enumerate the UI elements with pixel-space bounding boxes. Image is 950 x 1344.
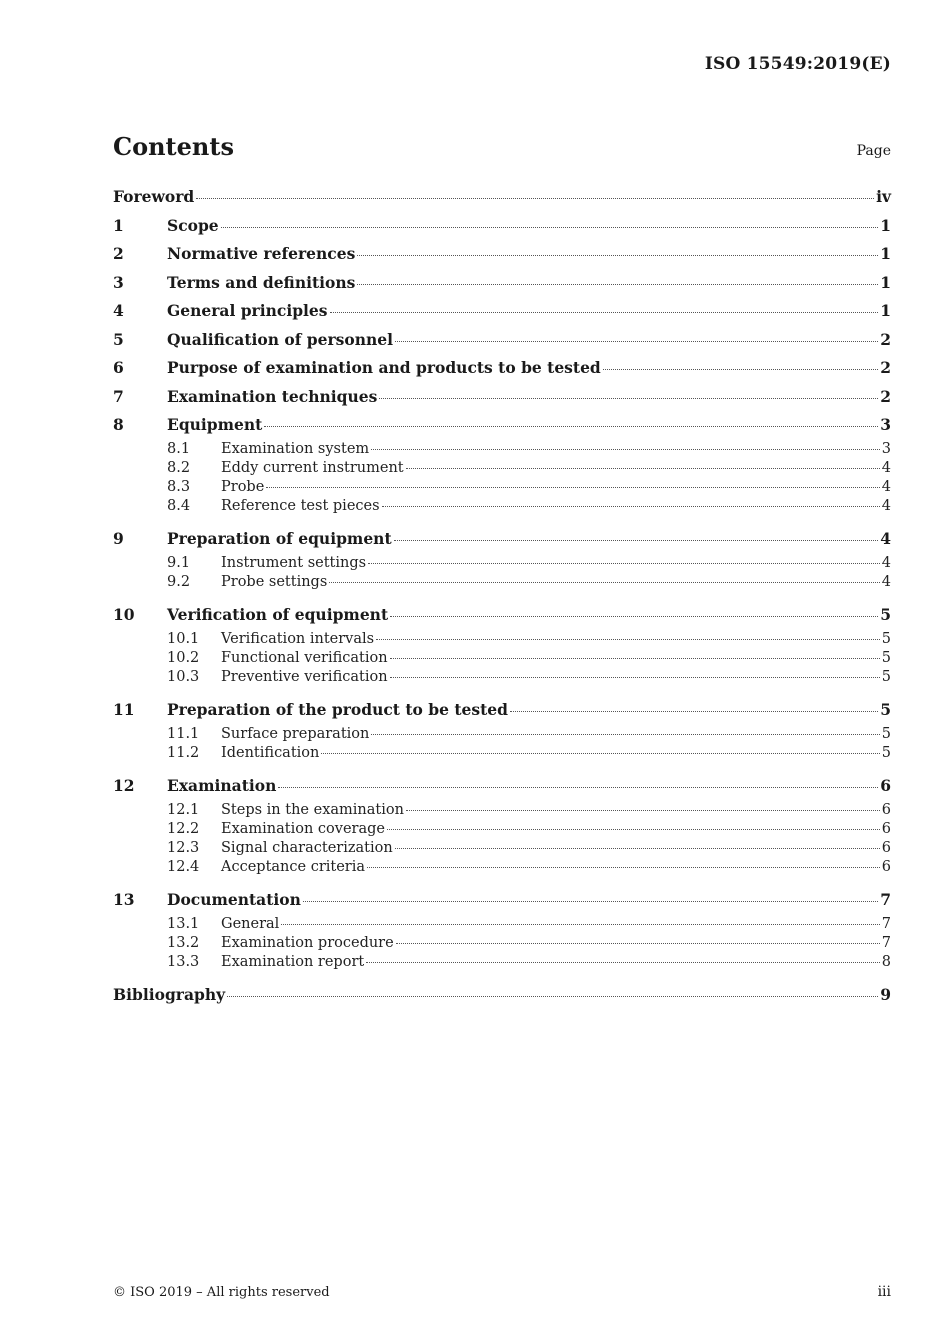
toc-entry-title[interactable]: Scope [167, 215, 219, 235]
toc-subentry[interactable] [113, 725, 891, 744]
toc-entry[interactable] [113, 411, 891, 440]
toc-subentry-title[interactable]: Instrument settings [221, 554, 367, 571]
toc-subentry-title[interactable]: Examination procedure [221, 935, 394, 951]
dot-leader [329, 581, 880, 583]
toc-subentry-number: 9.1 [167, 554, 191, 571]
toc-entry-number: 3 [113, 272, 124, 292]
toc-entry-page: 1 [880, 301, 891, 320]
toc-entry-page: 3 [880, 415, 891, 434]
toc-entry[interactable] [113, 696, 891, 725]
toc-entry[interactable] [113, 772, 891, 801]
toc-subentry-page: 6 [881, 859, 891, 876]
toc-subentry-number: 11.1 [167, 725, 200, 742]
toc-entry[interactable] [113, 183, 891, 212]
dot-leader [390, 657, 880, 659]
toc-entry[interactable] [113, 525, 891, 554]
toc-entry-page: 2 [880, 386, 891, 406]
toc-subentry[interactable] [113, 440, 891, 459]
toc-subentry[interactable] [113, 630, 891, 649]
toc-entry-number: 4 [113, 301, 124, 320]
toc-entry-number: 12 [113, 776, 135, 796]
toc-entry[interactable] [113, 886, 891, 915]
dot-leader [357, 283, 878, 285]
dot-leader [382, 505, 880, 507]
toc-group-spacer [113, 763, 891, 772]
toc-subentry-page: 6 [881, 801, 891, 818]
toc-subentry[interactable] [113, 820, 891, 839]
toc-entry-number: 9 [113, 529, 124, 549]
toc-entry-number: 8 [113, 415, 124, 434]
toc-subentry-number: 12.1 [167, 801, 200, 818]
dot-leader [357, 254, 878, 256]
toc-subentry[interactable] [113, 649, 891, 668]
toc-subentry[interactable] [113, 858, 891, 877]
toc-subentry[interactable] [113, 953, 891, 972]
dot-leader [330, 311, 879, 313]
contents-title: Contents [113, 132, 234, 161]
toc-entry-title[interactable]: Foreword [113, 187, 195, 206]
toc-subentry-title[interactable]: Acceptance criteria [221, 859, 366, 876]
toc-group-spacer [113, 972, 891, 981]
toc-subentry-number: 9.2 [167, 573, 191, 590]
toc-subentry-page: 4 [881, 554, 891, 571]
toc-subentry-page: 7 [881, 915, 891, 932]
dot-leader [406, 467, 880, 469]
toc-entry-title[interactable]: Equipment [167, 415, 263, 434]
dot-leader [390, 615, 878, 617]
toc-entry-page: 1 [880, 215, 891, 235]
toc-subentry-title[interactable]: Surface preparation [221, 725, 370, 742]
toc-group-spacer [113, 516, 891, 525]
toc-subentry-number: 12.3 [167, 839, 200, 856]
toc-entry-number: 13 [113, 890, 135, 910]
dot-leader [227, 995, 878, 997]
toc-entry-number: 7 [113, 386, 124, 406]
toc-entry-page: iv [876, 187, 891, 206]
footer-copyright: © ISO 2019 – All rights reserved [113, 1285, 330, 1300]
toc-entry-title[interactable]: Examination techniques [167, 386, 378, 406]
toc-subentry[interactable] [113, 478, 891, 497]
toc-subentry-page: 4 [881, 573, 891, 590]
toc-entry-page: 5 [880, 605, 891, 625]
toc-subentry-title[interactable]: Reference test pieces [221, 498, 380, 515]
toc-subentry-number: 12.4 [167, 859, 200, 876]
toc-subentry-title[interactable]: Examination system [221, 440, 370, 457]
toc-entry-title[interactable]: Preparation of equipment [167, 529, 392, 549]
toc-entry-title[interactable]: Purpose of examination and products to be tested [167, 358, 601, 377]
toc-subentry-page: 7 [881, 935, 891, 951]
toc-subentry[interactable] [113, 839, 891, 858]
toc-entry-page: 1 [880, 272, 891, 292]
toc-subentry-title[interactable]: Examination coverage [221, 820, 385, 837]
dot-leader [368, 562, 880, 564]
dot-leader [603, 368, 878, 370]
toc-entry-page: 5 [880, 700, 891, 720]
toc-entry-title[interactable]: Qualification of personnel [167, 329, 394, 349]
toc-entry-number: 5 [113, 329, 124, 349]
toc-entry[interactable] [113, 326, 891, 355]
page-column-label: Page [856, 143, 891, 159]
toc-entry-title[interactable]: General principles [167, 301, 328, 320]
dot-leader [266, 486, 879, 488]
toc-entry-title[interactable]: Examination [167, 776, 277, 796]
dot-leader [376, 638, 880, 640]
dot-leader [395, 847, 880, 849]
dot-leader [196, 197, 874, 199]
toc-entry-page: 1 [880, 244, 891, 263]
dot-leader [371, 448, 880, 450]
toc-subentry-page: 5 [881, 669, 891, 685]
toc-entry-title[interactable]: Documentation [167, 890, 301, 910]
toc-subentry-title[interactable]: Examination report [221, 954, 365, 971]
dot-leader [367, 866, 880, 868]
toc-entry-title[interactable]: Normative references [167, 244, 356, 263]
document-id: ISO 15549:2019(E) [704, 54, 891, 74]
toc-subentry[interactable] [113, 668, 891, 687]
toc-entry-number: 6 [113, 358, 124, 377]
dot-leader [394, 539, 879, 541]
toc-subentry-page: 4 [881, 498, 891, 515]
toc-subentry-number: 8.1 [167, 440, 191, 457]
toc-entry-number: 1 [113, 215, 124, 235]
toc-subentry-number: 8.4 [167, 498, 191, 515]
footer-page-number: iii [877, 1284, 891, 1300]
dot-leader [366, 961, 880, 963]
toc-entry-number: 10 [113, 605, 135, 625]
toc-subentry-page: 5 [881, 744, 891, 761]
dot-leader [406, 809, 880, 811]
toc-subentry-page: 5 [881, 630, 891, 647]
toc-subentry-title[interactable]: General [221, 915, 280, 932]
toc-entry-page: 6 [880, 776, 891, 796]
toc-subentry-title[interactable]: Probe settings [221, 573, 328, 590]
dot-leader [390, 676, 880, 678]
toc-subentry-number: 11.2 [167, 744, 200, 761]
dot-leader [221, 226, 879, 228]
dot-leader [303, 900, 878, 902]
toc-entry-title[interactable]: Bibliography [113, 985, 226, 1005]
toc-subentry-number: 13.2 [167, 935, 200, 951]
toc-entry-number: 11 [113, 700, 135, 720]
toc-group-spacer [113, 592, 891, 601]
toc-entry[interactable] [113, 212, 891, 241]
dot-leader [379, 397, 878, 399]
toc-group-spacer [113, 877, 891, 886]
toc-subentry-number: 8.2 [167, 459, 191, 476]
toc-subentry[interactable] [113, 744, 891, 763]
toc-entry-page: 2 [880, 329, 891, 349]
toc-subentry-number: 13.1 [167, 915, 200, 932]
dot-leader [387, 828, 880, 830]
toc-subentry[interactable] [113, 459, 891, 478]
toc-subentry-number: 8.3 [167, 478, 191, 495]
toc-entry[interactable] [113, 297, 891, 326]
toc-subentry-page: 6 [881, 839, 891, 856]
toc-entry-title[interactable]: Preparation of the product to be tested [167, 700, 508, 720]
toc-entry-number: 2 [113, 244, 124, 263]
dot-leader [278, 786, 878, 788]
toc-entry-page: 9 [880, 985, 891, 1005]
dot-leader [396, 942, 880, 944]
toc-subentry-title[interactable]: Eddy current instrument [221, 459, 404, 476]
toc-subentry-number: 10.3 [167, 669, 200, 685]
toc-entry[interactable] [113, 383, 891, 412]
toc-subentry-title[interactable]: Preventive verification [221, 669, 388, 685]
table-of-contents [113, 183, 891, 1010]
toc-entry-title[interactable]: Terms and definitions [167, 272, 356, 292]
toc-entry[interactable] [113, 240, 891, 269]
toc-subentry-title[interactable]: Identification [221, 744, 320, 761]
toc-subentry-number: 10.1 [167, 630, 200, 647]
toc-subentry-page: 5 [881, 725, 891, 742]
toc-subentry-page: 8 [881, 954, 891, 971]
dot-leader [321, 752, 879, 754]
toc-subentry-page: 4 [881, 478, 891, 495]
toc-subentry-number: 13.3 [167, 954, 200, 971]
toc-subentry-title[interactable]: Functional verification [221, 649, 388, 666]
toc-subentry[interactable] [113, 915, 891, 934]
toc-subentry[interactable] [113, 801, 891, 820]
toc-entry-title[interactable]: Verification of equipment [167, 605, 389, 625]
toc-subentry[interactable] [113, 554, 891, 573]
toc-subentry-title[interactable]: Signal characterization [221, 839, 393, 856]
toc-entry[interactable] [113, 601, 891, 630]
toc-subentry-number: 10.2 [167, 649, 200, 666]
toc-group-spacer [113, 687, 891, 696]
toc-subentry[interactable] [113, 497, 891, 516]
dot-leader [371, 733, 879, 735]
toc-subentry-title[interactable]: Probe [221, 478, 265, 495]
toc-subentry-title[interactable]: Verification intervals [221, 630, 375, 647]
toc-subentry-title[interactable]: Steps in the examination [221, 801, 404, 818]
toc-entry[interactable] [113, 269, 891, 298]
toc-subentry-page: 6 [881, 820, 891, 837]
toc-subentry-page: 5 [881, 649, 891, 666]
dot-leader [395, 340, 878, 342]
toc-entry[interactable] [113, 354, 891, 383]
dot-leader [264, 425, 878, 427]
toc-entry-page: 7 [880, 890, 891, 910]
dot-leader [510, 710, 878, 712]
toc-entry-page: 2 [880, 358, 891, 377]
toc-subentry-page: 4 [881, 459, 891, 476]
toc-subentry[interactable] [113, 934, 891, 953]
toc-subentry-number: 12.2 [167, 820, 200, 837]
dot-leader [281, 923, 879, 925]
toc-entry-page: 4 [880, 529, 891, 549]
toc-subentry-page: 3 [881, 440, 891, 457]
toc-entry[interactable] [113, 981, 891, 1010]
toc-subentry[interactable] [113, 573, 891, 592]
